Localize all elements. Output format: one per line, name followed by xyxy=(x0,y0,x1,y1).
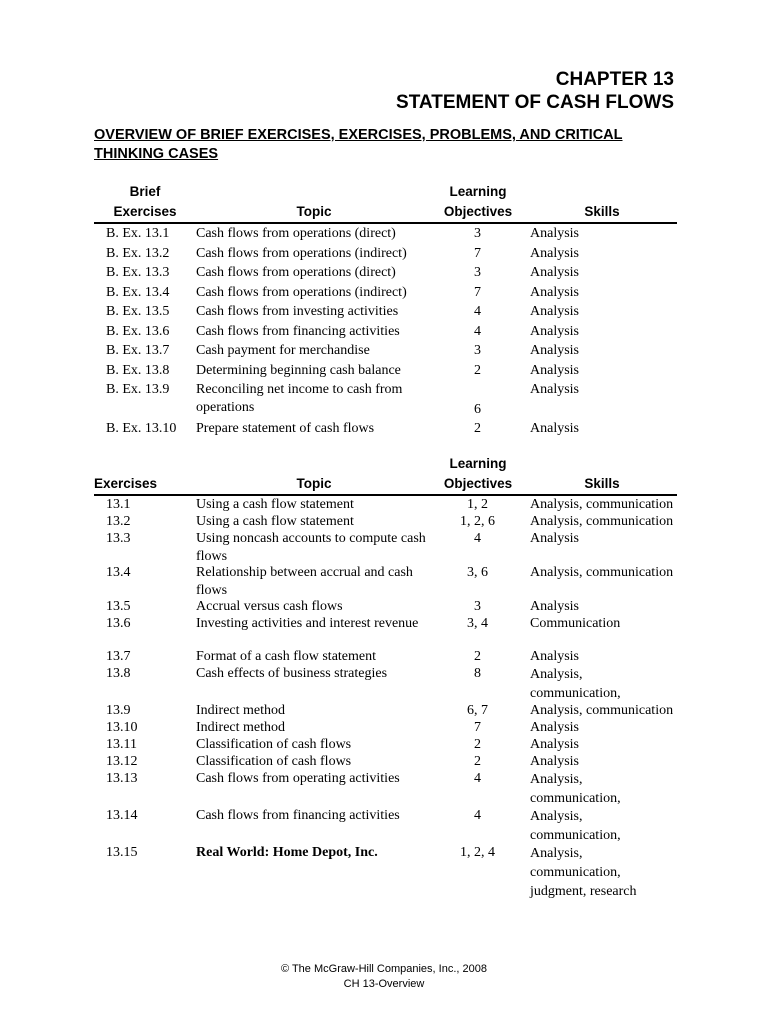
row-topic: Classification of cash flows xyxy=(196,737,352,752)
header-learning: Learning xyxy=(449,184,507,199)
row-id: 13.13 xyxy=(106,771,138,786)
row-objectives: 1, 2, 4 xyxy=(460,845,495,860)
row-topic: Reconciling net income to cash from operations xyxy=(196,382,403,415)
row-topic: Determining beginning cash balance xyxy=(196,362,401,378)
row-id: B. Ex. 13.8 xyxy=(106,362,170,378)
row-topic: Accrual versus cash flows xyxy=(196,599,343,614)
row-objectives: 8 xyxy=(474,666,481,681)
row-objectives: 2 xyxy=(474,421,481,436)
table-row xyxy=(94,245,677,265)
table-row xyxy=(94,284,677,304)
table-row xyxy=(94,264,677,284)
row-skills: Analysis, communication xyxy=(530,565,674,580)
row-topic: Cash effects of business strategies xyxy=(196,666,388,681)
row-objectives: 3 xyxy=(474,265,481,280)
header-brief: Brief xyxy=(129,184,161,199)
row-skills: Analysis xyxy=(530,265,579,280)
row-id: B. Ex. 13.6 xyxy=(106,323,170,339)
row-topic: Format of a cash flow statement xyxy=(196,649,377,664)
row-topic: Using a cash flow statement xyxy=(196,514,354,529)
table-row xyxy=(94,496,677,513)
row-topic: Cash flows from financing activities xyxy=(196,323,400,339)
row-skills: Analysis, communication xyxy=(530,497,674,512)
row-objectives: 3 xyxy=(474,599,481,614)
row-skills: Analysis xyxy=(530,531,579,546)
row-objectives: 2 xyxy=(474,362,481,378)
header-learning: Learning xyxy=(449,456,507,471)
table-row xyxy=(94,719,677,736)
row-id: 13.12 xyxy=(106,754,138,769)
row-skills: Analysis xyxy=(530,754,579,769)
row-skills: Analysis, communication, judgment, research xyxy=(530,846,637,899)
row-objectives: 6 xyxy=(474,402,481,417)
row-objectives: 4 xyxy=(474,304,481,319)
row-objectives: 2 xyxy=(474,649,481,664)
row-objectives: 6, 7 xyxy=(467,703,488,718)
row-skills: Analysis xyxy=(530,323,579,339)
row-skills: Analysis, communication, xyxy=(530,667,621,701)
row-skills: Analysis xyxy=(530,421,579,436)
row-objectives: 2 xyxy=(474,737,481,752)
header-objectives: Objectives xyxy=(443,204,513,219)
row-skills: Analysis, communication, xyxy=(530,809,621,843)
overview-heading xyxy=(94,126,674,164)
table-row xyxy=(94,225,677,245)
table-row xyxy=(94,530,677,564)
table-row xyxy=(94,420,677,440)
row-id: B. Ex. 13.7 xyxy=(106,343,170,358)
row-skills: Analysis xyxy=(530,737,579,752)
page-label: CH 13-Overview xyxy=(343,978,425,990)
row-id: 13.1 xyxy=(106,497,131,512)
table-row xyxy=(94,323,677,343)
row-id: 13.14 xyxy=(106,808,138,823)
row-objectives: 3, 4 xyxy=(467,616,488,631)
row-topic: Cash payment for merchandise xyxy=(196,343,370,358)
row-skills: Communication xyxy=(530,616,621,631)
row-id: B. Ex. 13.4 xyxy=(106,284,170,300)
overview-line-1: OVERVIEW OF BRIEF EXERCISES, EXERCISES, PROBLEMS, AND CRITICAL xyxy=(94,127,623,143)
header-skills: Skills xyxy=(584,476,620,491)
row-topic: Indirect method xyxy=(196,720,286,735)
chapter-title: STATEMENT OF CASH FLOWS xyxy=(396,92,674,113)
row-topic: Using noncash accounts to compute cash flows xyxy=(196,531,426,564)
row-topic: Cash flows from operations (indirect) xyxy=(196,245,407,261)
row-topic: Prepare statement of cash flows xyxy=(196,421,375,436)
table-row xyxy=(94,702,677,719)
row-objectives: 3, 6 xyxy=(467,565,488,580)
row-skills: Analysis xyxy=(530,649,579,664)
row-objectives: 7 xyxy=(474,720,481,735)
chapter-heading xyxy=(396,68,674,114)
row-skills: Analysis xyxy=(530,343,579,358)
header-topic: Topic xyxy=(296,204,332,219)
row-topic: Cash flows from financing activities xyxy=(196,808,400,823)
row-skills: Analysis xyxy=(530,304,579,319)
brief-exercises-table xyxy=(94,182,677,440)
row-objectives: 7 xyxy=(474,284,481,300)
row-id: B. Ex. 13.10 xyxy=(106,421,177,436)
table-row xyxy=(94,342,677,362)
row-objectives: 1, 2, 6 xyxy=(460,514,495,529)
row-skills: Analysis xyxy=(530,226,579,241)
row-id: B. Ex. 13.2 xyxy=(106,245,170,261)
row-topic: Relationship between accrual and cash flows xyxy=(196,565,413,598)
table-row xyxy=(94,648,677,665)
table-header xyxy=(94,454,677,496)
row-objectives: 1, 2 xyxy=(467,497,488,512)
row-id: 13.8 xyxy=(106,666,131,681)
row-id: B. Ex. 13.3 xyxy=(106,265,170,280)
table-header xyxy=(94,182,677,224)
copyright-notice: © The McGraw-Hill Companies, Inc., 2008 xyxy=(281,963,487,975)
row-objectives: 4 xyxy=(474,771,481,786)
row-objectives: 2 xyxy=(474,754,481,769)
table-row xyxy=(94,564,677,598)
table-row xyxy=(94,362,677,382)
header-skills: Skills xyxy=(584,204,620,219)
row-topic: Real World: Home Depot, Inc. xyxy=(196,845,378,860)
row-id: B. Ex. 13.9 xyxy=(106,382,170,397)
overview-line-2: THINKING CASES xyxy=(94,146,219,162)
row-id: 13.6 xyxy=(106,616,131,631)
row-id: 13.7 xyxy=(106,649,131,664)
row-id: 13.2 xyxy=(106,514,131,529)
table-row xyxy=(94,615,677,648)
row-id: B. Ex. 13.1 xyxy=(106,226,170,241)
row-id: 13.3 xyxy=(106,531,131,546)
row-topic: Cash flows from operations (direct) xyxy=(196,265,396,280)
row-objectives: 3 xyxy=(474,343,481,358)
table-row xyxy=(94,598,677,615)
row-skills: Analysis xyxy=(530,720,579,735)
row-skills: Analysis xyxy=(530,245,579,261)
row-id: B. Ex. 13.5 xyxy=(106,304,170,319)
row-topic: Cash flows from operations (direct) xyxy=(196,226,396,241)
row-skills: Analysis xyxy=(530,362,579,378)
header-objectives: Objectives xyxy=(443,476,513,491)
row-topic: Classification of cash flows xyxy=(196,754,352,769)
row-topic: Indirect method xyxy=(196,703,286,718)
row-objectives: 4 xyxy=(474,531,481,546)
row-topic: Cash flows from operating activities xyxy=(196,771,400,786)
row-skills: Analysis, communication xyxy=(530,703,674,718)
row-id: 13.10 xyxy=(106,720,138,735)
row-objectives: 4 xyxy=(474,808,481,823)
row-topic: Cash flows from investing activities xyxy=(196,304,399,319)
row-id: 13.11 xyxy=(106,737,137,752)
row-skills: Analysis xyxy=(530,382,579,397)
table-row xyxy=(94,844,677,900)
row-skills: Analysis xyxy=(530,284,579,300)
header-exercises: Exercises xyxy=(94,476,158,491)
row-skills: Analysis, communication xyxy=(530,514,674,529)
exercises-table xyxy=(94,454,677,900)
row-topic: Using a cash flow statement xyxy=(196,497,354,512)
row-topic: Cash flows from operations (indirect) xyxy=(196,284,407,300)
row-objectives: 3 xyxy=(474,226,481,241)
header-topic: Topic xyxy=(296,476,332,491)
row-skills: Analysis, communication, xyxy=(530,772,621,806)
row-id: 13.9 xyxy=(106,703,131,718)
row-id: 13.4 xyxy=(106,565,131,580)
page-footer xyxy=(0,962,768,992)
row-id: 13.5 xyxy=(106,599,131,614)
row-id: 13.15 xyxy=(106,845,138,860)
row-topic: Investing activities and interest revenue xyxy=(196,616,419,631)
header-exercises: Exercises xyxy=(113,204,177,219)
table-row xyxy=(94,513,677,530)
row-skills: Analysis xyxy=(530,599,579,614)
row-objectives: 7 xyxy=(474,245,481,261)
table-row xyxy=(94,381,677,420)
table-row xyxy=(94,665,677,702)
row-objectives: 4 xyxy=(474,323,481,339)
chapter-number: CHAPTER 13 xyxy=(555,69,674,90)
table-row xyxy=(94,736,677,753)
table-row xyxy=(94,770,677,807)
table-row xyxy=(94,303,677,323)
table-row xyxy=(94,753,677,770)
table-row xyxy=(94,807,677,844)
